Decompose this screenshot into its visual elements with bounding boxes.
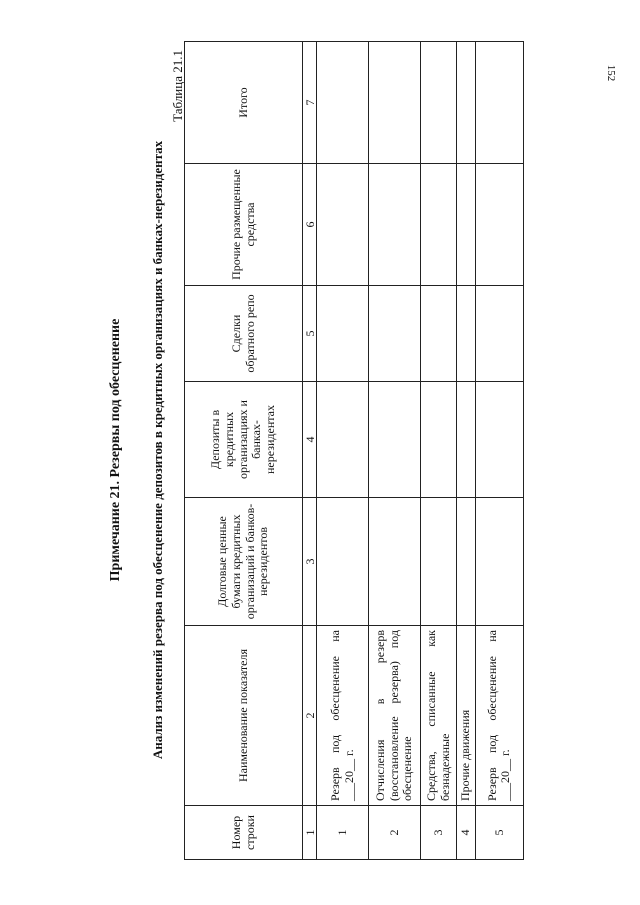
column-number-cell: 7	[303, 42, 317, 164]
note-heading: Примечание 21. Резервы под обесценение	[108, 318, 123, 582]
header-cell: Прочие размещенные средства	[185, 164, 303, 286]
page-number: 152	[605, 64, 617, 82]
value-cell	[421, 286, 457, 382]
value-cell	[317, 286, 369, 382]
value-cell	[457, 382, 476, 498]
header-cell: Депозиты в кредитных организациях и банках-нерезидентах	[185, 382, 303, 498]
value-cell	[421, 498, 457, 626]
row-number-cell: 3	[421, 806, 457, 860]
row-number-cell: 1	[317, 806, 369, 860]
value-cell	[369, 42, 421, 164]
value-cell	[369, 164, 421, 286]
value-cell	[475, 286, 523, 382]
header-cell: Номер строки	[185, 806, 303, 860]
column-number-cell: 3	[303, 498, 317, 626]
table-row	[317, 42, 369, 860]
value-cell	[317, 164, 369, 286]
value-cell	[317, 498, 369, 626]
value-cell	[457, 498, 476, 626]
value-cell	[421, 382, 457, 498]
value-cell	[475, 382, 523, 498]
header-cell: Наименование показателя	[185, 626, 303, 806]
value-cell	[421, 42, 457, 164]
column-number-row	[303, 42, 317, 860]
indicator-name-cell: Прочие движения	[457, 626, 476, 806]
table-row	[475, 42, 523, 860]
table-subheading: Анализ изменений резерва под обесценение депозитов в кредитных организациях и банках-нерезидентах	[150, 140, 165, 760]
value-cell	[317, 42, 369, 164]
value-cell	[457, 286, 476, 382]
column-number-cell: 2	[303, 626, 317, 806]
value-cell	[369, 382, 421, 498]
column-number-cell: 6	[303, 164, 317, 286]
value-cell	[457, 164, 476, 286]
value-cell	[369, 286, 421, 382]
indicator-name-cell: Резерв под обесценение на ___20__ г.	[475, 626, 523, 806]
header-cell: Итого	[185, 42, 303, 164]
table-row	[457, 42, 476, 860]
header-cell: Долговые ценные бумаги кредитных организаций и банков-нерезидентов	[185, 498, 303, 626]
value-cell	[457, 42, 476, 164]
rotated-page-content	[102, 40, 572, 860]
reserve-table	[184, 41, 524, 860]
table-header-row	[185, 42, 303, 860]
indicator-name-cell: Отчисления в резерв (восстановление резерва) под обесценение	[369, 626, 421, 806]
row-number-cell: 5	[475, 806, 523, 860]
row-number-cell: 2	[369, 806, 421, 860]
header-cell: Сделки обратного репо	[185, 286, 303, 382]
value-cell	[475, 164, 523, 286]
value-cell	[369, 498, 421, 626]
table-row	[421, 42, 457, 860]
column-number-cell: 1	[303, 806, 317, 860]
table-row	[369, 42, 421, 860]
value-cell	[421, 164, 457, 286]
value-cell	[475, 42, 523, 164]
value-cell	[475, 498, 523, 626]
table-caption: Таблица 21.1	[170, 50, 185, 122]
indicator-name-cell: Резерв под обесценение на ___20__ г.	[317, 626, 369, 806]
value-cell	[317, 382, 369, 498]
column-number-cell: 5	[303, 286, 317, 382]
column-number-cell: 4	[303, 382, 317, 498]
row-number-cell: 4	[457, 806, 476, 860]
indicator-name-cell: Средства, списанные как безнадежные	[421, 626, 457, 806]
